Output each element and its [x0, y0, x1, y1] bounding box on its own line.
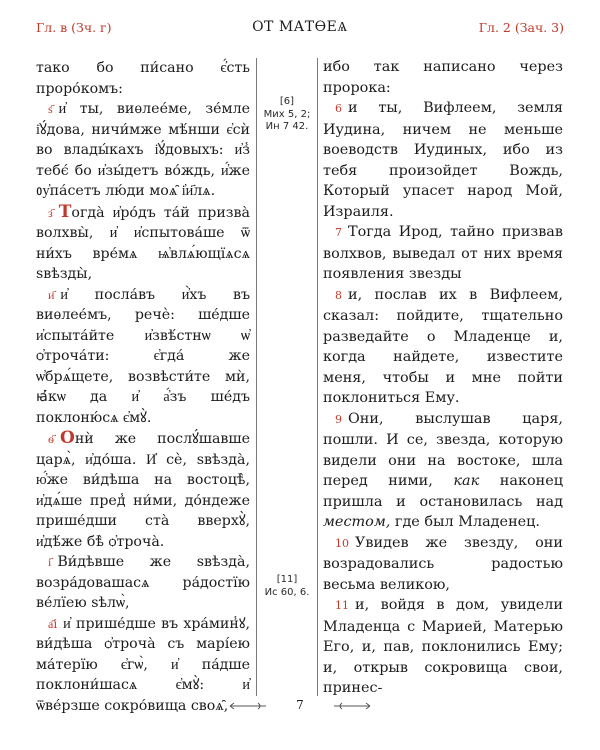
russian-verse-8: 8 и, послав их в Вифлеем, сказал: пойдите, тщательно разведайте о Младенце и, когда найдете, известите меня, чтобы и мне пойти поклониться Ему. — [323, 286, 563, 406]
header-title: ОТ МАТѲЕѦ — [252, 19, 348, 35]
slavonic-column — [36, 58, 250, 716]
verse-number: 7 — [335, 226, 342, 239]
slavonic-verse-6: ѕ҃ и҆ ты, виѳлее́ме, зе́мле і҆ꙋ́дова, ничи́мже мѣ́нши є҆сѝ во влады́кахъ і҆ꙋ́довыхъ: и҆з̾ тебє́ бо и҆зы́детъ во́ждь, и҆́же ᲂу҆па́сетъ лю́ди моѧ̑ і҆и҃лѧ. — [36, 101, 250, 199]
italic-insertion: как — [453, 473, 480, 489]
page-footer — [0, 698, 600, 722]
verse-number: 6 — [335, 102, 342, 115]
ornament-right-icon — [332, 701, 372, 711]
header-right-chapter: Гл. 2 (Зач. 3) — [478, 20, 564, 35]
verse-number: ѕ҃ — [48, 102, 53, 116]
verse-number: ѳ҃ — [48, 432, 54, 446]
russian-verse-5-continuation: ибо так написано через пророка: — [323, 59, 563, 96]
initial-capital: О — [60, 428, 75, 448]
verse-number: 10 — [335, 536, 349, 550]
cross-reference-6: [6] Мих 5, 2; Ин 7 42. — [263, 96, 311, 132]
verse-number: 8 — [335, 288, 342, 302]
verse-number: а҃і — [48, 616, 58, 631]
italic-insertion: местом, — [323, 514, 391, 530]
page-number: 7 — [296, 698, 304, 712]
russian-verse-11: 11 и, войдя в дом, увидели Младенца с Марией, Матерью Его, и, пав, поклонились Ему; и, открыв сокровища свои, принес- — [323, 597, 563, 696]
russian-verse-10: 10 Увидев же звезду, они возрадовались радостью весьма великою, — [323, 534, 563, 593]
verse-number: і҃ — [48, 555, 52, 569]
header-left-chapter: Гл. в (Зч. г) — [36, 20, 112, 35]
initial-capital: Т — [58, 201, 72, 222]
column-rule-left — [256, 58, 257, 696]
slavonic-verse-9: ѳ҃ Онѝ же послꙋ́шавше царѧ̀, и҆до́ша. И҆ сѐ, ѕвѣзда̀, ю҆́же ви́дѣша на востоцѣ̀, и҆дѧ́ше пред̾ ни́ми, до́ндеже прише́дши ста̀ вверхꙋ̀, и҆дѣ́же бѣ̀ ѻ҆троча̀. — [36, 428, 250, 550]
slavonic-verse-11: а҃і и҆ прише́дше въ хра́мин̾ꙋ, ви́дѣша ѻ҆троча̀ съ марі́ею ма́терїю є҆гѡ̀, и҆ па́дше поклони́шасѧ є҆мꙋ̀: и҆ ѿве́рзше сокро́вища своѧ̑, — [36, 615, 250, 714]
slavonic-verse-8: и҃ и҆ посла́въ и҆̀хъ въ виѳлее́мъ, речѐ: ше́дше и҆спыта́йте и҆звѣ́стнѡ ѡ҆ ѻ҆троча́ти: є҆гда́ же ѡ҆брѧ́щете, возвѣсти́те мѝ, ꙗ҆́кѡ да и҆ а҆́зъ ше́дъ поклоню́сѧ є҆мꙋ̀. — [36, 286, 250, 426]
verse-number: з҃ — [48, 205, 53, 220]
verse-number: и҃ — [48, 287, 55, 302]
slavonic-verse-5-continuation: тако бо пи́сано є҆́сть проро́комъ: — [36, 60, 250, 97]
russian-verse-7: 7 Тогда Ирод, тайно призвав волхвов, выведал от них время появления звезды — [323, 224, 563, 282]
slavonic-verse-10: і҃ Ви́дѣвше же ѕвѣзда̀, возра́довашасѧ ра́достїю ве́лїею ѕѣлѡ̀, — [36, 554, 250, 611]
cross-reference-11: [11] Ис 60, 6. — [264, 574, 310, 598]
russian-column — [323, 57, 563, 699]
russian-verse-9: 9 Они, выслушав царя, пошли. И се, звезда, которую видели они на востоке, шла перед ними, как наконец пришла и остановилась над местом, где был Младенец. — [323, 410, 563, 530]
page-header — [0, 10, 600, 50]
verse-number: 9 — [335, 412, 342, 426]
verse-number: 11 — [335, 599, 349, 612]
slavonic-verse-7: з҃ Тогда̀ и҆ро́дъ та́й призва̀ волхвы̀, и҆ и҆спытова́ше ѿ ни́хъ вре́мѧ ѩ҆влѧ́ющїѧсѧ ѕвѣзды̀, — [36, 201, 250, 282]
russian-verse-6: 6 и ты, Вифлеем, земля Иудина, ничем не меньше воеводств Иудиных, ибо из тебя произойдет Вождь, Который упасет народ Мой, Израиля. — [323, 100, 563, 220]
column-rule-right — [317, 58, 318, 696]
